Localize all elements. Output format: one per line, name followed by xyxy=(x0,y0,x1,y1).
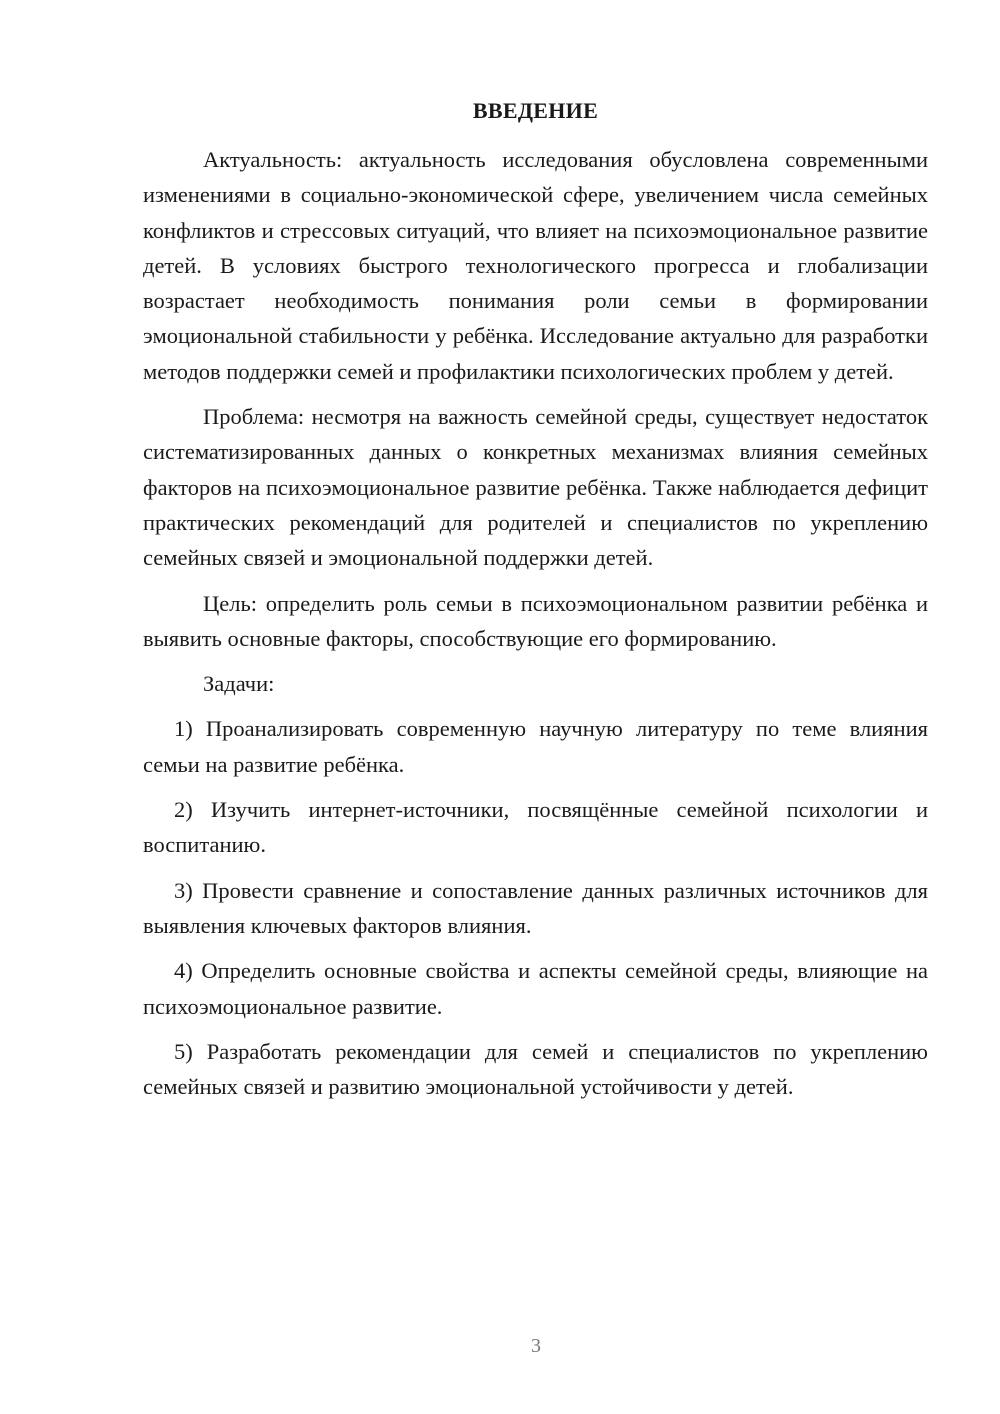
task-item-4: 4) Определить основные свойства и аспекты семейной среды, влияющие на психоэмоциональное развитие. xyxy=(143,958,928,1019)
goal-paragraph: Цель: определить роль семьи в психоэмоциональном развитии ребёнка и выявить основные факторы, способствующие его формированию. xyxy=(143,590,928,651)
document-body xyxy=(143,142,928,1104)
task-item-3: 3) Провести сравнение и сопоставление данных различных источников для выявления ключевых факторов влияния. xyxy=(143,877,928,938)
task-item-5: 5) Разработать рекомендации для семей и специалистов по укреплению семейных связей и развитию эмоциональной устойчивости у детей. xyxy=(143,1038,928,1100)
task-item-1: 1) Проанализировать современную научную литературу по теме влияния семьи на развитие ребёнка. xyxy=(143,716,928,777)
task-item-2: 2) Изучить интернет-источники, посвящённые семейной психологии и воспитанию. xyxy=(143,797,928,858)
tasks-heading: Задачи: xyxy=(203,671,275,697)
section-title: ВВЕДЕНИЕ xyxy=(472,98,599,123)
problem-paragraph: Проблема: несмотря на важность семейной среды, существует недостаток систематизированных данных о конкретных механизмах влияния семейных факторов на психоэмоциональное развитие ребёнка. Также наблюдается дефицит практических рекомендаций для родителей и специалистов по укреплению семейных связей и эмоциональной поддержки детей. xyxy=(143,404,928,571)
relevance-paragraph: Актуальность: актуальность исследования обусловлена современными изменениями в социально-экономической сфере, увеличением числа семейных конфликтов и стрессовых ситуаций, что влияет на психоэмоциональное развитие детей. В условиях быстрого технологического прогресса и глобализации возрастает необходимость понимания роли семьи в формировании эмоциональной стабильности у ребёнка. Исследование актуально для разработки методов поддержки семей и профилактики психологических проблем у детей. xyxy=(143,147,928,384)
page-number: 3 xyxy=(531,1335,541,1357)
